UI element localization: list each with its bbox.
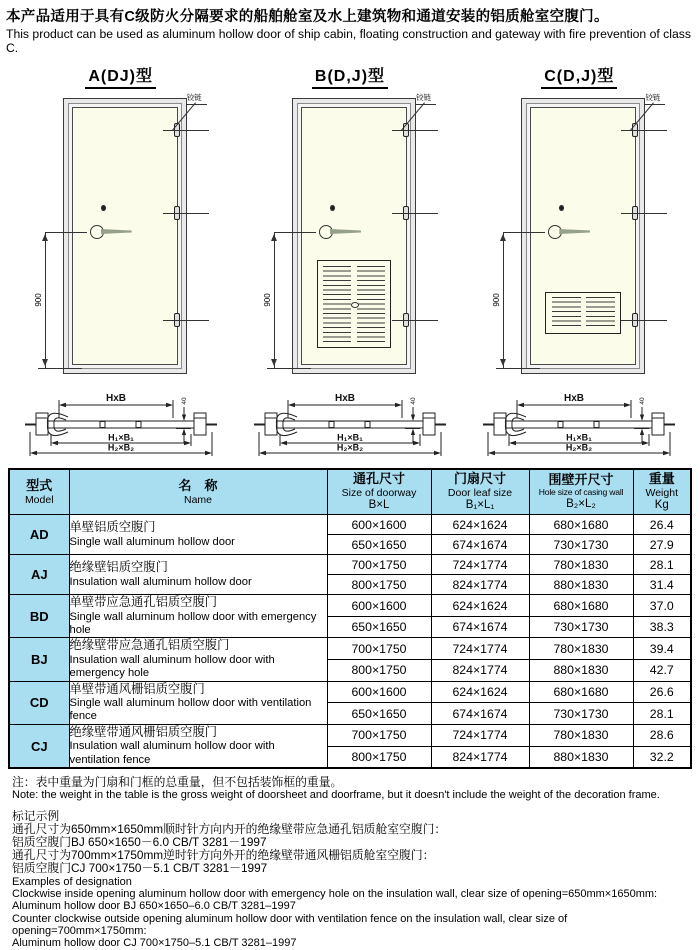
door-handle-icon <box>319 225 333 239</box>
lock-knob-icon <box>101 205 106 211</box>
cell-casing: 730×1730 <box>529 616 633 638</box>
door-leaf <box>301 107 407 365</box>
cell-casing: 780×1830 <box>529 724 633 746</box>
dimension-leader <box>38 368 82 369</box>
cell-model: BD <box>9 595 69 638</box>
cell-doorway: 600×1600 <box>327 681 431 703</box>
cell-leaf: 674×1674 <box>431 703 529 725</box>
table-row <box>9 555 691 575</box>
dimension-leader <box>503 232 545 233</box>
col-header-weight: 重量 Weight Kg <box>633 469 691 515</box>
door-leaf <box>530 107 636 365</box>
door-handle-icon <box>548 225 562 239</box>
designation-example-cn-2-code: 铝质空腹门CJ 700×1750－5.1 CB/T 3281－1997 <box>12 861 268 876</box>
dimension-900: 900 <box>503 232 504 368</box>
designation-example-cn-2: 通孔尺寸为700mm×1750mm逆时针方向外开的绝缘壁带通风栅铝质舱室空腹门： <box>12 848 435 863</box>
cell-leaf: 724×1774 <box>431 724 529 746</box>
cell-casing: 730×1730 <box>529 535 633 555</box>
door-type-b <box>235 63 464 460</box>
door-type-a <box>6 63 235 460</box>
cell-weight: 28.1 <box>633 555 691 575</box>
designation-example-en-2-code: Aluminum hollow door CJ 700×1750–5.1 CB/T 3281–1997 <box>12 937 297 950</box>
cell-casing: 780×1830 <box>529 638 633 660</box>
door-diagrams <box>0 55 700 460</box>
designation-example-cn-1: 通孔尺寸为650mm×1650mm顺时针方向内开的绝缘壁带应急通孔铝质舱室空腹门： <box>12 821 447 836</box>
hinge-icon <box>174 313 180 327</box>
door-diagram-c <box>493 94 665 382</box>
cell-leaf: 824×1774 <box>431 746 529 768</box>
table-row <box>9 515 691 535</box>
cell-weight: 27.9 <box>633 535 691 555</box>
cell-model: BJ <box>9 638 69 681</box>
cross-section-a <box>19 388 223 460</box>
cell-doorway: 800×1750 <box>327 575 431 595</box>
table-row <box>9 724 691 746</box>
cell-weight: 37.0 <box>633 595 691 617</box>
cell-leaf: 624×1624 <box>431 681 529 703</box>
note-weight-en: Note: the weight in the table is the gross weight of doorsheet and doorframe, but it doesn't include the weight of the decoration frame. <box>12 789 660 802</box>
hinge-icon <box>174 206 180 220</box>
cell-model: AD <box>9 515 69 555</box>
cell-name: 单壁带通风栅铝质空腹门 Single wall aluminum hollow door with ventilation fence <box>69 681 327 724</box>
table-row <box>9 681 691 703</box>
col-header-doorway: 通孔尺寸 Size of doorway B×L <box>327 469 431 515</box>
cell-leaf: 724×1774 <box>431 638 529 660</box>
door-diagram-b <box>264 94 436 382</box>
ventilation-grille-large <box>317 260 391 348</box>
cell-casing: 680×1680 <box>529 595 633 617</box>
dimension-leader <box>267 368 311 369</box>
door-leaf <box>72 107 178 365</box>
cell-name: 绝缘壁带应急通孔铝质空腹门 Insulation wall aluminum hollow door with emergency hole <box>69 638 327 681</box>
cross-section-c <box>477 388 681 460</box>
hinge-callout-label: 铰链 <box>186 92 207 105</box>
dimension-leader <box>496 368 540 369</box>
cell-casing: 680×1680 <box>529 515 633 535</box>
lock-knob-icon <box>559 205 564 211</box>
spec-table <box>8 468 692 769</box>
cell-name: 单壁铝质空腹门 Single wall aluminum hollow door <box>69 515 327 555</box>
cell-weight: 28.1 <box>633 703 691 725</box>
page-title-en: This product can be used as aluminum hollow door of ship cabin, floating construction and gateway with fire prevention of class C. <box>6 27 691 55</box>
cell-model: AJ <box>9 555 69 595</box>
designation-heading-cn: 标记示例 <box>12 808 60 823</box>
lock-knob-icon <box>330 205 335 211</box>
table-row <box>9 638 691 660</box>
hinge-icon <box>632 206 638 220</box>
cell-model: CJ <box>9 724 69 768</box>
col-header-casing: 围壁开尺寸 Hole size of casing wall B₂×L₂ <box>529 469 633 515</box>
door-frame <box>521 98 645 374</box>
hinge-icon <box>632 313 638 327</box>
page-header <box>0 0 700 55</box>
dimension-900: 900 <box>45 232 46 368</box>
designation-example-en-1: Clockwise inside opening aluminum hollow door with emergency hole on the insulation wall, clear size of opening=650mm×1650mm: <box>12 888 658 900</box>
door-handle-icon <box>90 225 104 239</box>
hinge-callout-label: 铰链 <box>415 92 436 105</box>
dimension-leader <box>274 232 316 233</box>
cell-weight: 32.2 <box>633 746 691 768</box>
hinge-callout-label: 铰链 <box>644 92 665 105</box>
cell-casing: 880×1830 <box>529 660 633 682</box>
door-frame <box>292 98 416 374</box>
col-header-leaf: 门扇尺寸 Door leaf size B₁×L₁ <box>431 469 529 515</box>
door-type-a-heading: A(DJ)型 <box>85 63 156 89</box>
cell-casing: 880×1830 <box>529 746 633 768</box>
cell-doorway: 700×1750 <box>327 724 431 746</box>
cell-leaf: 674×1674 <box>431 535 529 555</box>
cell-casing: 680×1680 <box>529 681 633 703</box>
notes-section <box>0 769 700 949</box>
col-header-model: 型式 Model <box>9 469 69 515</box>
cell-doorway: 700×1750 <box>327 638 431 660</box>
cell-doorway: 800×1750 <box>327 660 431 682</box>
cell-doorway: 650×1650 <box>327 616 431 638</box>
cell-model: CD <box>9 681 69 724</box>
cell-casing: 880×1830 <box>529 575 633 595</box>
designation-example-en-1-code: Aluminum hollow door BJ 650×1650–6.0 CB/T 3281–1997 <box>12 900 296 913</box>
cell-doorway: 650×1650 <box>327 535 431 555</box>
hinge-icon <box>403 206 409 220</box>
table-header-row <box>9 469 691 515</box>
cell-leaf: 824×1774 <box>431 575 529 595</box>
cell-name: 绝缘壁铝质空腹门 Insulation wall aluminum hollow door <box>69 555 327 595</box>
door-type-b-heading: B(D,J)型 <box>312 63 388 89</box>
cell-doorway: 700×1750 <box>327 555 431 575</box>
cell-weight: 42.7 <box>633 660 691 682</box>
page-title-cn: 本产品适用于具有C级防火分隔要求的船舶舱室及水上建筑物和通道安装的铝质舱室空腹门。 <box>6 9 609 25</box>
cell-leaf: 724×1774 <box>431 555 529 575</box>
cell-weight: 39.4 <box>633 638 691 660</box>
cell-leaf: 624×1624 <box>431 595 529 617</box>
cell-weight: 31.4 <box>633 575 691 595</box>
cross-section-b <box>248 388 452 460</box>
ventilation-grille-small <box>545 292 621 334</box>
designation-example-en-2: Counter clockwise outside opening aluminum hollow door with ventilation fence on the insulation wall, clear size of opening=700mm×1750mm: <box>12 912 568 937</box>
door-frame <box>63 98 187 374</box>
note-weight-cn: 注：表中重量为门扇和门框的总重量，但不包括装饰框的重量。 <box>12 775 343 790</box>
cell-name: 绝缘壁带通风栅铝质空腹门 Insulation wall aluminum hollow door with ventilation fence <box>69 724 327 768</box>
cell-name: 单壁带应急通孔铝质空腹门 Single wall aluminum hollow door with emergency hole <box>69 595 327 638</box>
cell-doorway: 800×1750 <box>327 746 431 768</box>
door-type-c-heading: C(D,J)型 <box>541 63 617 89</box>
cell-doorway: 600×1600 <box>327 595 431 617</box>
cell-weight: 26.6 <box>633 681 691 703</box>
designation-example-cn-1-code: 铝质空腹门BJ 650×1650－6.0 CB/T 3281－1997 <box>12 835 267 850</box>
cell-doorway: 650×1650 <box>327 703 431 725</box>
cell-casing: 780×1830 <box>529 555 633 575</box>
table-row <box>9 595 691 617</box>
hinge-icon <box>403 313 409 327</box>
cell-leaf: 824×1774 <box>431 660 529 682</box>
designation-heading-en: Examples of designation <box>12 875 132 888</box>
cell-weight: 26.4 <box>633 515 691 535</box>
dimension-leader <box>45 232 87 233</box>
door-type-c <box>465 63 694 460</box>
cell-weight: 28.6 <box>633 724 691 746</box>
cell-weight: 38.3 <box>633 616 691 638</box>
cell-doorway: 600×1600 <box>327 515 431 535</box>
door-diagram-a <box>35 94 207 382</box>
col-header-name: 名 称 Name <box>69 469 327 515</box>
cell-leaf: 624×1624 <box>431 515 529 535</box>
dimension-900: 900 <box>274 232 275 368</box>
cell-leaf: 674×1674 <box>431 616 529 638</box>
cell-casing: 730×1730 <box>529 703 633 725</box>
